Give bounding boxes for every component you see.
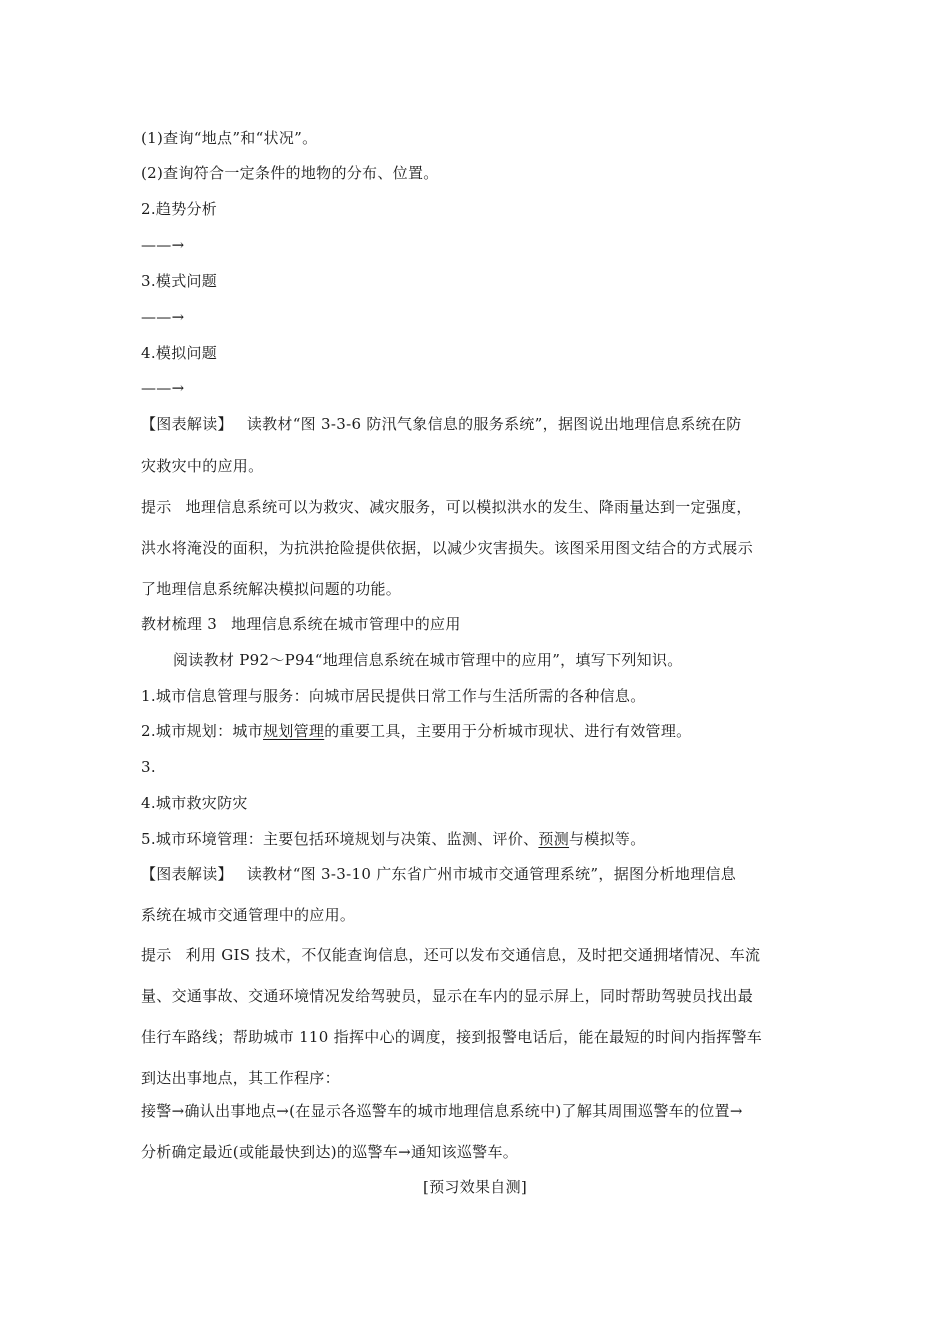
text-line: 4.城市救灾防灾 xyxy=(141,794,248,812)
section-tag: 【图表解读】 xyxy=(141,865,233,883)
chart-reading-line xyxy=(141,864,821,884)
arrow-line: ——→ xyxy=(141,236,185,254)
text-span: 与模拟等。 xyxy=(569,830,646,848)
text-line: 3. xyxy=(141,758,156,776)
arrow-line: ——→ xyxy=(141,379,185,397)
underlined-answer: 预测 xyxy=(538,830,570,848)
text-line: (1)查询“地点”和“状况”。 xyxy=(141,129,318,147)
section-number: 教材梳理 3 xyxy=(141,615,218,633)
text-line: 接警→确认出事地点→(在显示各巡警车的城市地理信息系统中)了解其周围巡警车的位置→ xyxy=(141,1102,743,1120)
text-line: 1.城市信息管理与服务：向城市居民提供日常工作与生活所需的各种信息。 xyxy=(141,687,646,705)
text-line: (2)查询符合一定条件的地物的分布、位置。 xyxy=(141,164,439,182)
text-span: 5.城市环境管理：主要包括环境规划与决策、监测、评价、 xyxy=(141,830,539,848)
text-line: 3.模式问题 xyxy=(141,272,218,290)
text-span: 读教材“图 3-3-6 防汛气象信息的服务系统”，据图说出地理信息系统在防 xyxy=(246,415,742,433)
hint-tag: 提示 xyxy=(141,946,172,964)
text-line: 量、交通事故、交通环境情况发给驾驶员，显示在车内的显示屏上，同时帮助驾驶员找出最 xyxy=(141,987,754,1005)
hint-line xyxy=(141,497,821,517)
section-tag: 【图表解读】 xyxy=(141,415,233,433)
section-heading: [预习效果自测] xyxy=(422,1178,528,1196)
text-line: 佳行车路线；帮助城市 110 指挥中心的调度，接到报警电话后，能在最短的时间内指挥警车 xyxy=(141,1028,763,1046)
chart-reading-line xyxy=(141,414,821,434)
text-line: 系统在城市交通管理中的应用。 xyxy=(141,906,356,924)
text-line: 分析确定最近(或能最快到达)的巡警车→通知该巡警车。 xyxy=(141,1143,519,1161)
text-span: 利用 GIS 技术，不仅能查询信息，还可以发布交通信息，及时把交通拥堵情况、车流 xyxy=(185,946,761,964)
text-span: 2.城市规划：城市 xyxy=(141,722,264,740)
text-line: 了地理信息系统解决模拟问题的功能。 xyxy=(141,580,402,598)
section-heading xyxy=(141,614,821,634)
text-line: 灾救灾中的应用。 xyxy=(141,457,264,475)
hint-tag: 提示 xyxy=(141,498,172,516)
text-line: 2.趋势分析 xyxy=(141,200,218,218)
text-span: 的重要工具，主要用于分析城市现状、进行有效管理。 xyxy=(324,722,692,740)
text-span: 读教材“图 3-3-10 广东省广州市城市交通管理系统”，据图分析地理信息 xyxy=(246,865,737,883)
section-title: 地理信息系统在城市管理中的应用 xyxy=(231,615,461,633)
hint-line xyxy=(141,945,821,965)
text-line: 4.模拟问题 xyxy=(141,344,218,362)
text-span: 地理信息系统可以为救灾、减灾服务，可以模拟洪水的发生、降雨量达到一定强度， xyxy=(185,498,752,516)
text-line: 阅读教材 P92～P94“地理信息系统在城市管理中的应用”，填写下列知识。 xyxy=(173,651,683,669)
text-line: 到达出事地点，其工作程序： xyxy=(141,1069,340,1087)
underlined-answer: 规划管理 xyxy=(263,722,325,740)
text-line xyxy=(141,721,821,741)
text-line: 洪水将淹没的面积，为抗洪抢险提供依据，以减少灾害损失。该图采用图文结合的方式展示 xyxy=(141,539,754,557)
arrow-line: ——→ xyxy=(141,308,185,326)
text-line xyxy=(141,829,821,849)
